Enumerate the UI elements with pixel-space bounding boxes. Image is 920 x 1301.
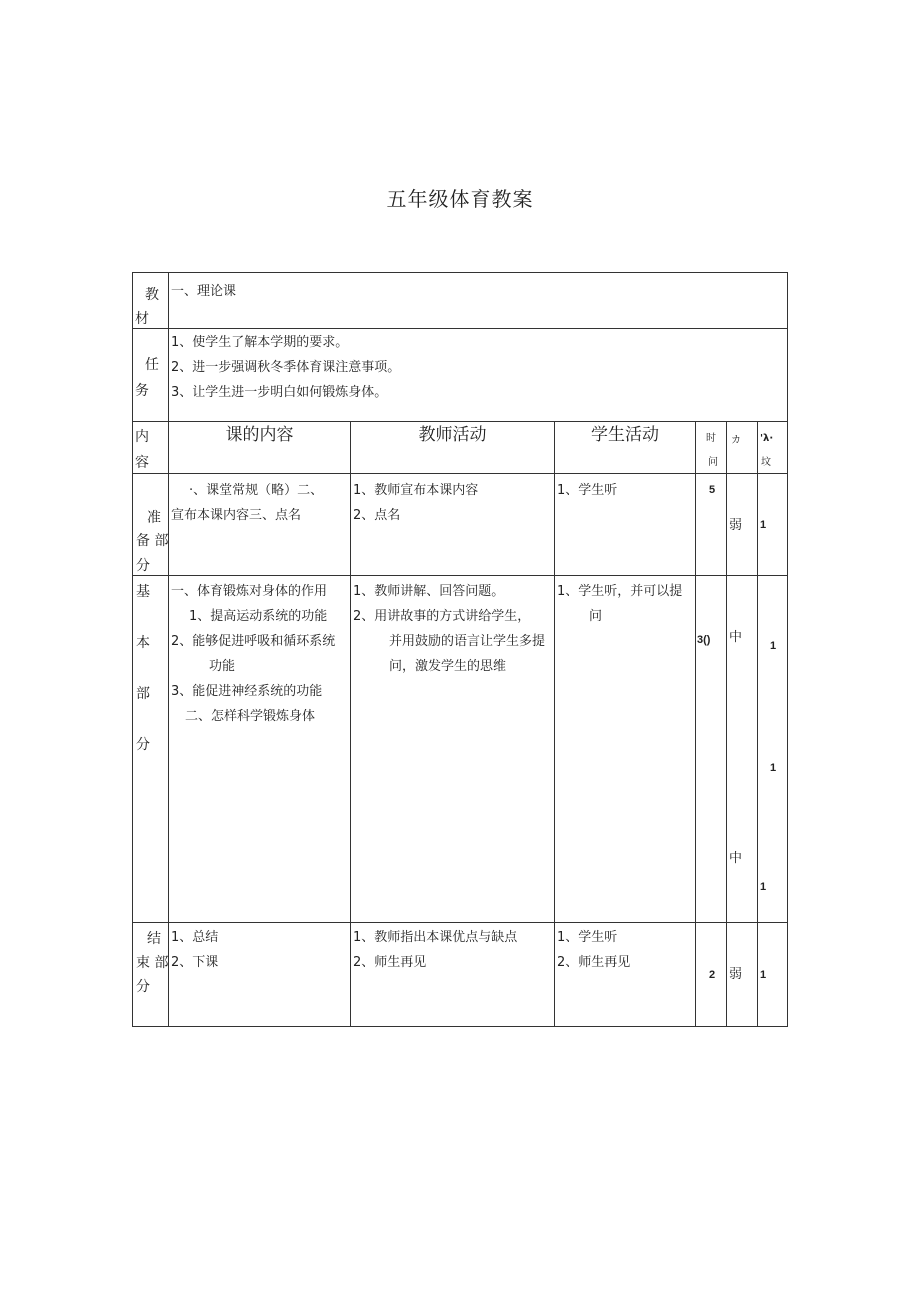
- basic-load-2: 中: [729, 851, 743, 866]
- prep-density: 1: [760, 519, 767, 531]
- header-student: 学生活动: [591, 425, 659, 445]
- basic-load-1: 中: [729, 630, 743, 645]
- basic-content-line: 3、能促进神经系统的功能: [171, 684, 323, 699]
- tasks-label-1: 任: [145, 357, 159, 373]
- basic-label-1: 基: [136, 584, 150, 600]
- end-time: 2: [709, 969, 716, 981]
- col-divider: [695, 421, 696, 1026]
- prep-label-3: 分: [136, 558, 150, 574]
- material-label-2: 材: [135, 311, 149, 327]
- page-title: 五年级体育教案: [386, 187, 534, 211]
- basic-content-line: 2、能够促进呼吸和循环系统: [171, 634, 336, 649]
- basic-teacher-line: 2、用讲故事的方式讲给学生，: [353, 609, 531, 624]
- end-student-line: 1、学生听: [557, 930, 618, 945]
- prep-content-line: ·、课堂常规（略）二、: [189, 483, 324, 498]
- col-divider: [168, 273, 169, 1026]
- basic-time: 3(): [697, 634, 711, 646]
- prep-label-2: 备 部: [136, 533, 169, 549]
- basic-density-1: 1: [770, 640, 777, 652]
- basic-teacher-line: 1、教师讲解、回答问题。: [353, 584, 505, 599]
- prep-label-1: 准: [147, 510, 161, 526]
- basic-content-line: 1、提高运动系统的功能: [189, 609, 328, 624]
- end-teacher-line: 2、师生再见: [353, 955, 427, 970]
- basic-content-line: 二、怎样科学锻炼身体: [185, 709, 316, 724]
- task-item: 1、使学生了解本学期的要求。: [171, 335, 349, 350]
- end-label-1: 结: [147, 931, 161, 947]
- end-content-line: 2、下课: [171, 955, 219, 970]
- header-time-1: 时: [706, 433, 716, 444]
- end-label-3: 分: [136, 979, 150, 995]
- header-content: 课的内容: [225, 425, 294, 445]
- end-load: 弱: [729, 967, 743, 982]
- end-label-2: 束 部: [136, 955, 169, 971]
- prep-time: 5: [709, 484, 716, 496]
- header-load: カ: [731, 435, 741, 446]
- basic-label-4: 分: [136, 737, 150, 753]
- basic-density-2: 1: [770, 762, 777, 774]
- prep-teacher-line: 2、点名: [353, 508, 401, 523]
- prep-teacher-line: 1、教师宣布本课内容: [353, 483, 479, 498]
- basic-label-2: 本: [136, 635, 150, 651]
- header-density-2: 坟: [761, 457, 771, 468]
- material-text: 一、理论课: [171, 284, 237, 299]
- row-divider: [133, 473, 787, 474]
- prep-student-line: 1、学生听: [557, 483, 618, 498]
- row-divider: [133, 575, 787, 576]
- task-item: 2、进一步强调秋冬季体育课注意事项。: [171, 360, 401, 375]
- header-density-1: 'λ·: [760, 433, 774, 444]
- header-label-2: 容: [135, 455, 149, 471]
- end-content-line: 1、总结: [171, 930, 219, 945]
- basic-density-3: 1: [760, 881, 767, 893]
- basic-content-line: 功能: [209, 659, 236, 674]
- col-divider: [757, 421, 758, 1026]
- row-divider: [133, 421, 787, 422]
- end-student-line: 2、师生再见: [557, 955, 631, 970]
- header-label-1: 内: [135, 429, 149, 445]
- basic-content-line: 一、体育锻炼对身体的作用: [171, 584, 328, 599]
- material-label-1: 教: [145, 287, 159, 303]
- basic-student-line: 1、学生听，并可以提: [557, 584, 683, 599]
- lesson-plan-table: [132, 272, 788, 1027]
- prep-load: 弱: [729, 518, 743, 533]
- tasks-label-2: 务: [135, 383, 149, 399]
- col-divider: [726, 421, 727, 1026]
- basic-label-3: 部: [136, 686, 150, 702]
- row-divider: [133, 328, 787, 329]
- task-item: 3、让学生进一步明白如何锻炼身体。: [171, 385, 388, 400]
- end-density: 1: [760, 969, 767, 981]
- basic-teacher-line: 问，激发学生的思维: [389, 659, 507, 674]
- prep-content-line: 宣布本课内容三、点名: [171, 508, 302, 523]
- header-time-2: 问: [708, 457, 718, 468]
- row-divider: [133, 922, 787, 923]
- header-teacher: 教师活动: [418, 425, 487, 445]
- col-divider: [554, 421, 555, 1026]
- col-divider: [350, 421, 351, 1026]
- end-teacher-line: 1、教师指出本课优点与缺点: [353, 930, 518, 945]
- basic-student-line: 问: [589, 609, 603, 624]
- basic-teacher-line: 并用鼓励的语言让学生多提: [389, 634, 546, 649]
